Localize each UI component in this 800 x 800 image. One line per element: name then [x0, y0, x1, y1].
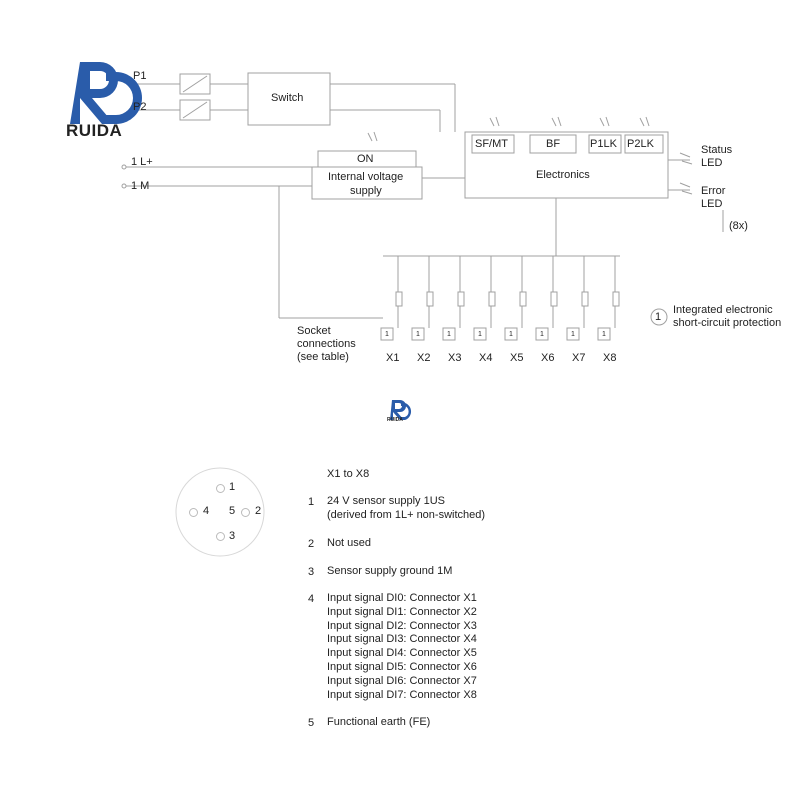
table-row-pin: 3 [308, 566, 315, 578]
socket-x6-label: X6 [541, 352, 555, 364]
table-row-text: 24 V sensor supply 1US (derived from 1L+ non-switched) [327, 495, 486, 521]
socket-x3-label: X3 [448, 352, 462, 364]
socket-label-line1: Socket [297, 325, 331, 337]
port-p1-label: P1 [133, 70, 147, 82]
fuse-label: 1 [416, 331, 420, 338]
note-line1: Integrated electronic [673, 304, 773, 316]
ivs-label-line2: supply [350, 185, 382, 197]
ivs-label-line1: Internal voltage [328, 171, 404, 183]
socket-x8-label: X8 [603, 352, 617, 364]
led-bf-label: BF [546, 138, 561, 150]
table-row-pin: 1 [308, 496, 315, 508]
table-row-text: Input signal DI0: Connector X1 Input signal DI1: Connector X2 Input signal DI2: Connector X3 Input signal DI3: Connector X4 Input signal DI4: Connector X5 Input signal DI5: Connector X6 Input signal DI6: Connector X7 Input signal DI7: Connector X8 [327, 592, 477, 701]
socket-x1-label: X1 [386, 352, 400, 364]
led-sf-mt-label: SF/MT [475, 138, 508, 150]
table-row-pin: 4 [308, 593, 315, 605]
note-number: 1 [655, 311, 662, 323]
led-p1lk-label: P1LK [590, 138, 617, 150]
led-p2lk-label: P2LK [627, 138, 654, 150]
table-row-pin: 2 [308, 538, 315, 550]
table-row-text: Not used [327, 537, 372, 549]
led-count-label: (8x) [729, 220, 748, 232]
table-row-text: Sensor supply ground 1M [327, 565, 453, 577]
fuse-label: 1 [509, 331, 513, 338]
fuse-label: 1 [447, 331, 451, 338]
status-led-label-line1: Status [701, 144, 733, 156]
supply-l-plus-label: 1 L+ [131, 156, 153, 168]
socket-x2-label: X2 [417, 352, 431, 364]
socket-x5-label: X5 [510, 352, 524, 364]
socket-x7-label: X7 [572, 352, 586, 364]
fuse-label: 1 [571, 331, 575, 338]
status-led-label-line2: LED [701, 157, 723, 169]
socket-x4-label: X4 [479, 352, 493, 364]
electronics-label: Electronics [536, 169, 590, 181]
switch-label: Switch [271, 92, 304, 104]
port-p2-label: P2 [133, 101, 147, 113]
watermark-logo-text: RUIDA [387, 417, 403, 423]
fuse-label: 1 [540, 331, 544, 338]
pin-3-label: 3 [229, 530, 236, 542]
pin-4-label: 4 [203, 505, 210, 517]
fuse-label: 1 [385, 331, 389, 338]
error-led-label-line2: LED [701, 198, 723, 210]
fuse-label: 1 [602, 331, 606, 338]
table-header: X1 to X8 [327, 468, 370, 480]
fuse-label: 1 [478, 331, 482, 338]
table-row-text: Functional earth (FE) [327, 716, 431, 728]
pin-2-label: 2 [255, 505, 262, 517]
table-row-pin: 5 [308, 717, 315, 729]
supply-m-label: 1 M [131, 180, 150, 192]
pin-5-label: 5 [229, 505, 236, 517]
note-line2: short-circuit protection [673, 317, 782, 329]
on-label: ON [357, 153, 374, 165]
pin-1-label: 1 [229, 481, 236, 493]
socket-label-line2: connections [297, 338, 356, 350]
socket-label-line3: (see table) [297, 351, 349, 363]
error-led-label-line1: Error [701, 185, 726, 197]
logo-text: RUIDA [66, 121, 123, 140]
